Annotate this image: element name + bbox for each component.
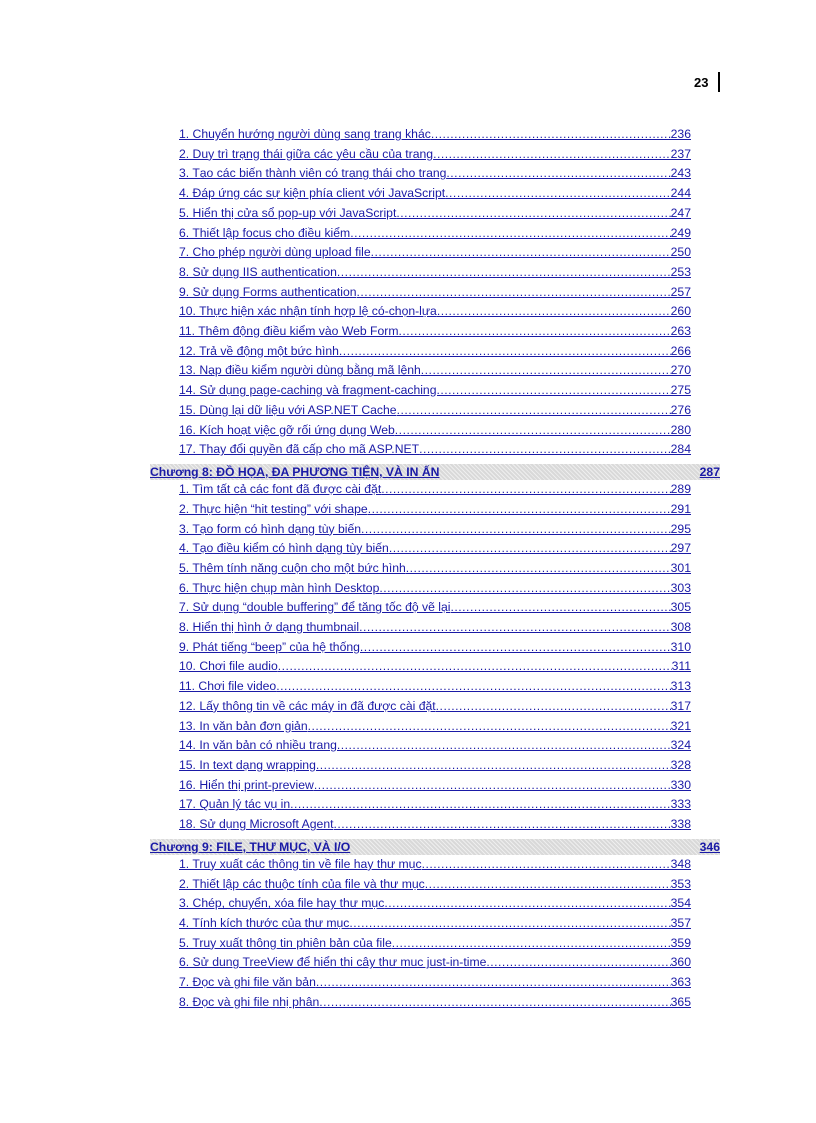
dot-leader	[451, 599, 671, 615]
toc-entry[interactable]	[179, 225, 691, 241]
toc-entry[interactable]	[179, 935, 691, 951]
toc-entry[interactable]	[179, 954, 691, 970]
toc-entry[interactable]	[179, 382, 691, 398]
page-number-rule	[718, 72, 720, 92]
toc-chapter-heading[interactable]	[150, 464, 720, 480]
dot-leader	[276, 678, 670, 694]
toc-entry-page: 354	[670, 896, 691, 911]
toc-entry-page: 295	[670, 521, 691, 536]
toc-entry-label: 18. Sử dụng Microsoft Agent	[179, 817, 334, 831]
toc-entry[interactable]	[179, 994, 691, 1010]
toc-entry[interactable]	[179, 737, 691, 753]
toc-entry-label: 11. Chơi file video	[179, 679, 277, 694]
toc-entry-label: 13. Nạp điều kiểm người dùng bằng mã lệnh	[179, 363, 421, 378]
toc-entry[interactable]	[179, 915, 691, 931]
page-number: 23	[694, 75, 709, 90]
toc-entry-page: 243	[670, 166, 691, 181]
toc-entry-label: 16. Kích hoạt việc gỡ rối ứng dụng Web	[179, 422, 395, 437]
toc-entry-page: 284	[670, 442, 691, 457]
toc-entry-label: 6. Thực hiện chụp màn hình Desktop	[179, 580, 380, 595]
toc-entry-page: 311	[671, 659, 691, 674]
toc-entry-page: 303	[670, 580, 691, 595]
toc-entry-page: 310	[670, 639, 691, 654]
dot-leader	[319, 994, 670, 1010]
dot-leader	[381, 481, 670, 497]
toc-entry[interactable]	[179, 876, 691, 892]
toc-entry[interactable]	[179, 718, 691, 734]
dot-leader	[486, 954, 670, 970]
toc-entry[interactable]	[179, 796, 691, 812]
toc-entry-label: 15. In text dạng wrapping	[179, 757, 316, 772]
toc-entry[interactable]	[179, 402, 691, 418]
toc-entry-page: 297	[670, 541, 691, 556]
toc-entry-label: 8. Sử dụng IIS authentication	[179, 264, 337, 279]
chapter-title: Chương 8: ĐỒ HỌA, ĐA PHƯƠNG TIỆN, VÀ IN ẤN	[150, 464, 440, 479]
toc-entry-page: 236	[670, 127, 691, 141]
toc-entry-page: 249	[670, 225, 691, 240]
dot-leader	[395, 422, 671, 438]
dot-leader	[379, 580, 670, 596]
toc-entry[interactable]	[179, 126, 691, 142]
toc-entry[interactable]	[179, 146, 691, 162]
dot-leader	[421, 362, 671, 378]
toc-entry-page: 247	[670, 205, 691, 220]
toc-entry-page: 237	[670, 146, 691, 161]
toc-entry-page: 359	[670, 935, 691, 950]
toc-entry-label: 1. Truy xuất các thông tin về file hay thư mục	[179, 856, 422, 871]
toc-entry[interactable]	[179, 540, 691, 556]
toc-entry-page: 313	[670, 679, 691, 694]
toc-entry[interactable]	[179, 481, 691, 497]
toc-entry-label: 9. Phát tiếng “beep” của hệ thống	[179, 639, 360, 654]
toc-entry-page: 257	[670, 284, 691, 299]
toc-entry[interactable]	[179, 244, 691, 260]
dot-leader	[398, 323, 670, 339]
toc-entry-label: 5. Truy xuất thông tin phiên bản của file	[179, 935, 392, 950]
dot-leader	[392, 935, 671, 951]
toc-entry[interactable]	[179, 165, 691, 181]
dot-leader	[308, 718, 671, 734]
toc-entry-page: 348	[670, 856, 691, 871]
toc-entry-page: 291	[670, 501, 691, 516]
toc-entry[interactable]	[179, 895, 691, 911]
toc-entry[interactable]	[179, 501, 691, 517]
dot-leader	[361, 521, 671, 537]
toc-entry-label: 1. Chuyển hướng người dùng sang trang khác	[179, 127, 431, 141]
toc-entry[interactable]	[179, 205, 691, 221]
toc-entry-page: 263	[670, 324, 691, 338]
toc-entry-label: 17. Thay đổi quyền đã cấp cho mã ASP.NET	[179, 442, 420, 457]
toc-entry-page: 333	[670, 797, 691, 812]
toc-entry-label: 10. Chơi file audio	[179, 659, 278, 674]
toc-entry[interactable]	[179, 560, 691, 576]
toc-entry-page: 276	[670, 402, 691, 417]
dot-leader	[384, 895, 670, 911]
toc-entry-page: 289	[670, 482, 691, 497]
toc-entry-label: 4. Đáp ứng các sự kiện phía client với JavaScript	[179, 186, 446, 201]
toc-entry-label: 7. Cho phép người dùng upload file	[179, 245, 371, 260]
toc-entry-label: 8. Đọc và ghi file nhị phân	[179, 994, 320, 1009]
toc-entry-label: 9. Sử dụng Forms authentication	[179, 284, 357, 299]
dot-leader	[337, 737, 671, 753]
toc-entry-label: 17. Quản lý tác vụ in	[179, 797, 291, 812]
toc-entry[interactable]	[179, 856, 691, 872]
toc-entry-page: 280	[670, 422, 691, 437]
toc-entry-page: 338	[670, 817, 691, 831]
toc-entry-page: 244	[670, 186, 691, 201]
toc-entry[interactable]	[179, 974, 691, 990]
chapter-page: 287	[699, 464, 720, 479]
toc-entry-label: 3. Tạo form có hình dạng tùy biến	[179, 521, 362, 536]
toc-entry-page: 250	[670, 245, 691, 260]
toc-entry[interactable]	[179, 343, 691, 359]
toc-entry-page: 321	[670, 718, 691, 733]
toc-entry[interactable]	[179, 580, 691, 596]
toc-entry[interactable]	[179, 303, 691, 319]
toc-entry-page: 308	[670, 620, 691, 634]
toc-entry[interactable]	[179, 619, 691, 635]
dot-leader	[339, 343, 671, 359]
toc-entry[interactable]	[179, 816, 691, 832]
toc-entry-page: 353	[670, 876, 691, 891]
dot-leader	[425, 876, 671, 892]
toc-entry-label: 2. Thiết lập các thuộc tính của file và thư mục	[179, 876, 425, 891]
toc-entry-label: 5. Thêm tính năng cuộn cho một bức hình	[179, 560, 406, 575]
dot-leader	[397, 402, 671, 418]
toc-entry-label: 3. Chép, chuyển, xóa file hay thư mục	[179, 896, 385, 911]
dot-leader	[445, 185, 671, 201]
dot-leader	[314, 777, 671, 793]
toc-chapter-heading[interactable]	[150, 839, 720, 855]
dot-leader	[419, 441, 671, 457]
dot-leader	[433, 146, 671, 162]
toc-entry-label: 4. Tính kích thước của thư mục	[179, 916, 350, 930]
toc-entry-page: 365	[670, 994, 691, 1009]
toc-entry-label: 6. Thiết lập focus cho điều kiểm	[179, 225, 351, 240]
dot-leader	[437, 303, 671, 319]
toc-entry-label: 3. Tạo các biến thành viên có trạng thái cho trang	[179, 166, 447, 181]
dot-leader	[371, 244, 671, 260]
dot-leader	[389, 540, 671, 556]
toc-entry-page: 301	[670, 560, 691, 575]
toc-entry-label: 16. Hiển thị print-preview	[179, 777, 314, 792]
toc-entry-label: 6. Sử dụng TreeView để hiển thị cây thư mục just-in-time	[179, 955, 487, 970]
toc-entry-label: 13. In văn bản đơn giản	[179, 718, 308, 733]
toc-entry-label: 7. Sử dụng “double buffering” để tăng tốc độ vẽ lại	[179, 600, 451, 615]
toc-entry[interactable]	[179, 521, 691, 537]
toc-entry[interactable]	[179, 422, 691, 438]
dot-leader	[406, 560, 671, 576]
toc-entry-page: 357	[670, 916, 691, 930]
toc-entry-label: 14. Sử dụng page-caching và fragment-caching	[179, 383, 437, 398]
toc-entry[interactable]	[179, 441, 691, 457]
toc-entry-page: 260	[670, 304, 691, 319]
toc-entry-page: 328	[670, 757, 691, 772]
toc-entry[interactable]	[179, 599, 691, 615]
dot-leader	[316, 757, 671, 773]
dot-leader	[357, 284, 671, 300]
dot-leader	[422, 856, 671, 872]
toc-entry-page: 324	[670, 738, 691, 753]
toc-entry-page: 330	[670, 777, 691, 792]
toc-entry-label: 14. In văn bản có nhiều trang	[179, 738, 337, 753]
toc-entry-label: 10. Thực hiện xác nhận tính hợp lệ có-chọn-lựa	[179, 304, 437, 319]
dot-leader	[349, 915, 670, 931]
chapter-title: Chương 9: FILE, THƯ MỤC, VÀ I/O	[150, 839, 351, 854]
toc-entry-label: 8. Hiển thị hình ở dạng thumbnail	[179, 620, 360, 634]
toc-entry[interactable]	[179, 777, 691, 793]
toc-entry-label: 15. Dùng lại dữ liệu với ASP.NET Cache	[179, 402, 397, 417]
dot-leader	[446, 165, 670, 181]
toc-entry-page: 270	[670, 363, 691, 378]
toc-entry[interactable]	[179, 362, 691, 378]
toc-entry-page: 360	[670, 955, 691, 970]
toc-entry[interactable]	[179, 185, 691, 201]
dot-leader	[359, 619, 671, 635]
toc-entry-label: 5. Hiển thị cửa sổ pop-up với JavaScript	[179, 205, 397, 220]
toc-entry[interactable]	[179, 323, 691, 339]
dot-leader	[316, 974, 671, 990]
dot-leader	[337, 264, 671, 280]
dot-leader	[290, 796, 671, 812]
toc-entry[interactable]	[179, 678, 691, 694]
dot-leader	[334, 816, 671, 832]
toc-entry-label: 1. Tìm tất cả các font đã được cài đặt	[179, 482, 382, 497]
toc-entry-page: 317	[670, 698, 691, 713]
toc-entry-label: 4. Tạo điều kiểm có hình dạng tùy biến	[179, 541, 389, 556]
dot-leader	[436, 698, 671, 714]
toc-entry-label: 12. Trả về động một bức hình	[179, 343, 339, 358]
dot-leader	[360, 639, 671, 655]
toc-entry-page: 305	[670, 600, 691, 615]
toc-entry[interactable]	[179, 658, 691, 674]
toc-entry[interactable]	[179, 264, 691, 280]
toc-entry[interactable]	[179, 284, 691, 300]
toc-entry[interactable]	[179, 639, 691, 655]
toc-entry-label: 12. Lấy thông tin về các máy in đã được cài đặt	[179, 698, 436, 713]
toc-entry-page: 266	[670, 343, 691, 358]
dot-leader	[368, 501, 671, 517]
toc-entry-page: 275	[670, 383, 691, 398]
toc-entry-label: 11. Thêm động điều kiểm vào Web Form	[179, 324, 399, 338]
toc-entry-label: 2. Thực hiện “hit testing” với shape	[179, 501, 368, 516]
toc-entry-label: 2. Duy trì trạng thái giữa các yêu cầu của trang	[179, 146, 434, 161]
toc-entry-label: 7. Đọc và ghi file văn bản	[179, 975, 316, 990]
toc-entry-page: 363	[670, 975, 691, 990]
dot-leader	[350, 225, 670, 241]
dot-leader	[431, 126, 671, 142]
toc-entry-page: 253	[670, 264, 691, 279]
dot-leader	[396, 205, 670, 221]
chapter-page: 346	[699, 839, 720, 854]
toc-entry[interactable]	[179, 698, 691, 714]
dot-leader	[278, 658, 672, 674]
toc-entry[interactable]	[179, 757, 691, 773]
dot-leader	[437, 382, 671, 398]
